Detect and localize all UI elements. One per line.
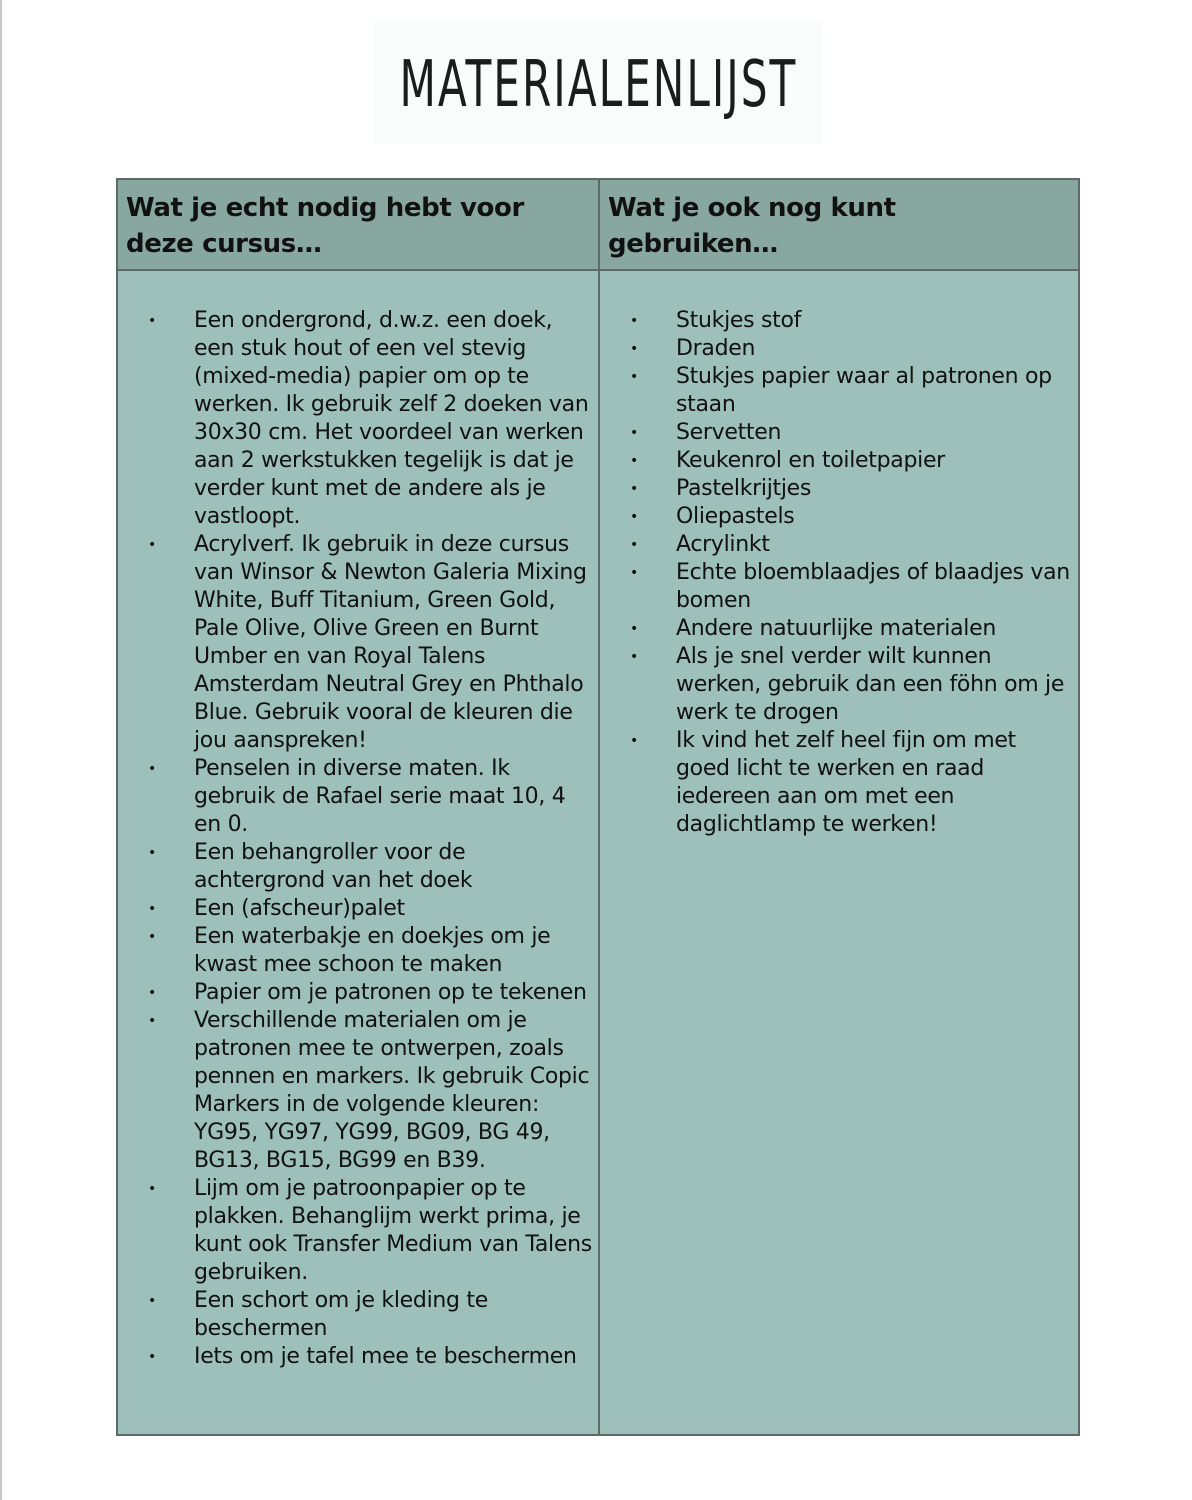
optional-cell <box>598 269 1078 1434</box>
list-item: • Een schort om je kleding te beschermen <box>118 1287 598 1343</box>
list-item: • Servetten <box>600 419 1078 447</box>
header-required: Wat je echt nodig hebt voor deze cursus… <box>118 180 598 269</box>
materials-table <box>116 178 1080 1436</box>
list-item: • Papier om je patronen op te tekenen <box>118 979 598 1007</box>
page-title: MATERIALENLIJST <box>399 48 797 122</box>
list-item: • Pastelkrijtjes <box>600 475 1078 503</box>
list-item: • Iets om je tafel mee te beschermen <box>118 1343 598 1371</box>
list-item: • Als je snel verder wilt kunnen werken, gebruik dan een föhn om je werk te drogen <box>600 643 1078 727</box>
list-item: • Oliepastels <box>600 503 1078 531</box>
list-item: • Penselen in diverse maten. Ik gebruik de Rafael serie maat 10, 4 en 0. <box>118 755 598 839</box>
list-item: • Een (afscheur)palet <box>118 895 598 923</box>
list-item: • Keukenrol en toiletpapier <box>600 447 1078 475</box>
title-banner <box>374 20 822 144</box>
list-item: • Een waterbakje en doekjes om je kwast mee schoon te maken <box>118 923 598 979</box>
list-item: • Een ondergrond, d.w.z. een doek, een stuk hout of een vel stevig (mixed-media) papier om op te werken. Ik gebruik zelf 2 doeken van 30x30 cm. Het voordeel van werken aan 2 werkstukken tegelijk is dat je verder kunt met de andere als je vastloopt. <box>118 307 598 531</box>
list-item: • Verschillende materialen om je patronen mee te ontwerpen, zoals pennen en markers. Ik gebruik Copic Markers in de volgende kleuren: YG95, YG97, YG99, BG09, BG 49, BG13, BG15, BG99 en B39. <box>118 1007 598 1175</box>
list-item: • Ik vind het zelf heel fijn om met goed licht te werken en raad iedereen aan om met een daglichtlamp te werken! <box>600 727 1078 839</box>
optional-list <box>600 307 1078 839</box>
header-optional: Wat je ook nog kunt gebruiken… <box>598 180 1078 269</box>
list-item: • Acrylverf. Ik gebruik in deze cursus van Winsor & Newton Galeria Mixing White, Buff Titanium, Green Gold, Pale Olive, Olive Green en Burnt Umber en van Royal Talens Amsterdam Neutral Grey en Phthalo Blue. Gebruik vooral de kleuren die jou aanspreken! <box>118 531 598 755</box>
list-item: • Stukjes stof <box>600 307 1078 335</box>
list-item: • Stukjes papier waar al patronen op staan <box>600 363 1078 419</box>
page-edge-rule <box>0 0 2 1500</box>
list-item: • Acrylinkt <box>600 531 1078 559</box>
required-list <box>118 307 598 1371</box>
required-cell <box>118 269 598 1434</box>
list-item: • Draden <box>600 335 1078 363</box>
list-item: • Echte bloemblaadjes of blaadjes van bomen <box>600 559 1078 615</box>
list-item: • Lijm om je patroonpapier op te plakken. Behanglijm werkt prima, je kunt ook Transfer Medium van Talens gebruiken. <box>118 1175 598 1287</box>
list-item: • Andere natuurlijke materialen <box>600 615 1078 643</box>
list-item: • Een behangroller voor de achtergrond van het doek <box>118 839 598 895</box>
